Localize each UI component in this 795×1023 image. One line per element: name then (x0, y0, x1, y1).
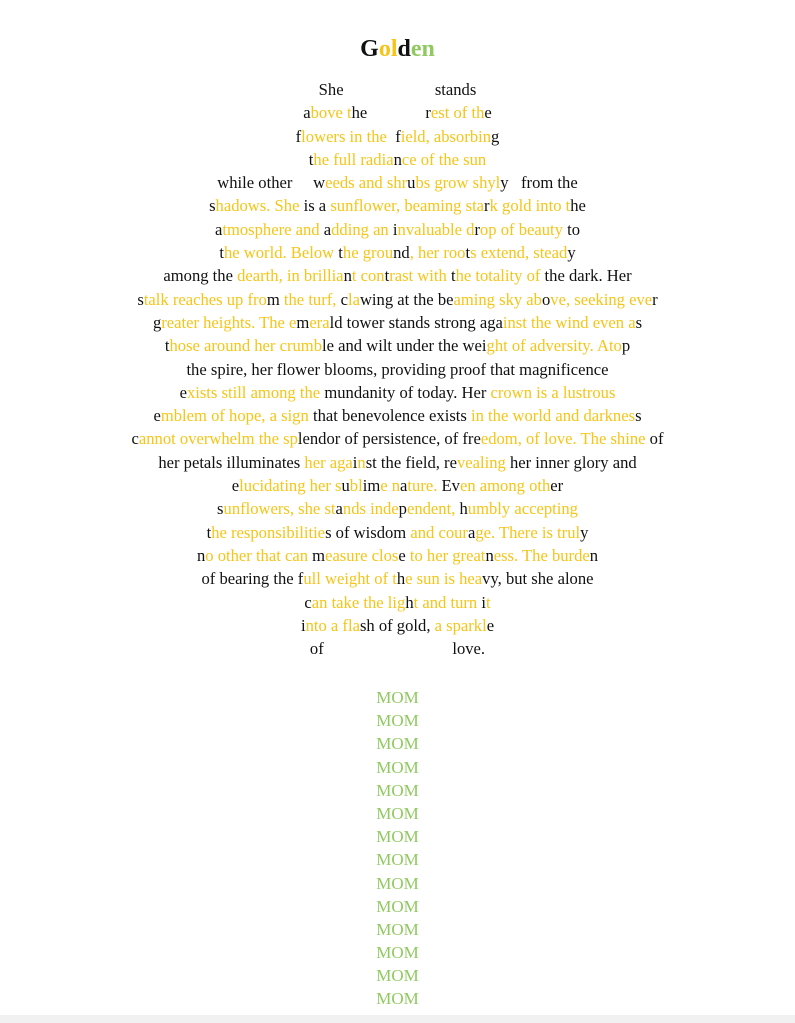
poem-segment: , her roo (409, 243, 466, 263)
poem-segment: i (300, 615, 306, 635)
poem-segment: he full radia (313, 149, 394, 169)
poem-segment: t (206, 522, 212, 542)
poem-segment: aming sky ab (453, 289, 542, 309)
poem-segment: g (152, 312, 162, 332)
poem-segment: bl (349, 476, 363, 496)
poem-segment: unflowers, she st (223, 499, 336, 519)
poem-segment: the dark. Her (544, 266, 632, 286)
poem-segment: s (635, 406, 642, 426)
poem-segment: s (209, 196, 216, 216)
poem-segment: her petals illuminates (158, 452, 305, 472)
poem-segment: im (362, 476, 381, 496)
poem-segment: of love. (309, 639, 486, 659)
poem-segment: n (343, 266, 352, 286)
poem-segment: e (179, 382, 187, 402)
poem-segment: rast with (389, 266, 451, 286)
poem-segment: t (338, 243, 343, 263)
poem-segment: u (341, 476, 350, 496)
stem-word: MOM (376, 780, 419, 800)
poem-segment: ge. There is trul (475, 522, 581, 542)
stem-word: MOM (376, 711, 419, 731)
poem-segment: t con (351, 266, 385, 286)
poem-segment: s extend, stead (470, 243, 568, 263)
poem-segment: tmosphere and (222, 219, 324, 239)
poem-segment: y, but she alone (490, 569, 594, 589)
poem-segment: u (407, 173, 416, 193)
poem-segment: s (217, 499, 224, 519)
poem-segment: r (474, 219, 480, 239)
poem-segment: la (347, 289, 360, 309)
poem-segment: a (467, 522, 476, 542)
poem-segment: the spire, her flower blooms, providing proof that magnificence (186, 359, 609, 379)
poem-segment: Ev (441, 476, 460, 496)
stem-word: MOM (376, 757, 419, 777)
poem-segment: ture. (407, 476, 442, 496)
poem-segment: r (425, 103, 431, 123)
poem-segment: m (266, 289, 280, 309)
poem-line (0, 148, 795, 171)
poem-segment: e (486, 615, 495, 635)
poem-line (0, 497, 795, 520)
poem-segment: of bearing the f (201, 569, 304, 589)
poem-line (0, 544, 795, 567)
poem-line (0, 451, 795, 474)
poem-segment: t (312, 406, 318, 426)
stem-word: MOM (376, 850, 419, 870)
poem-segment: the turf, (279, 289, 341, 309)
poem-line (0, 521, 795, 544)
poem-segment: mundanity of today. Her (324, 382, 491, 402)
poem-segment: endent, (406, 499, 460, 519)
poem-line (0, 637, 795, 660)
stem-word: MOM (376, 896, 419, 916)
poem-segment: lowers in the (301, 126, 396, 146)
poem-segment: edom, of love. The shine (480, 429, 650, 449)
poem-segment: i (392, 219, 398, 239)
poem-line (0, 78, 795, 101)
poem-segment: mblem of hope, a sign (160, 406, 313, 426)
poem-segment: e sun is hea (405, 569, 483, 589)
poem-segment: le (322, 336, 339, 356)
poem-segment: h (396, 569, 406, 589)
poem-segment: t (465, 243, 471, 263)
poem-segment: m (296, 312, 310, 332)
poem-segment: her inner glory and (509, 452, 637, 472)
poem-segment: est of th (430, 103, 485, 123)
poem-segment: c (131, 429, 139, 449)
poem-segment: c (340, 289, 348, 309)
poem-segment: en among oth (459, 476, 551, 496)
poem-segment: vealing (456, 452, 510, 472)
poem-segment: n (196, 545, 206, 565)
poem-segment: p (398, 499, 407, 519)
poem-segment: er (550, 476, 564, 496)
poem-segment: eeds and shr (325, 173, 408, 193)
poem-segment: umbly accepting (467, 499, 578, 519)
poem-segment: r (484, 196, 490, 216)
poem-segment: a (303, 103, 311, 123)
poem-segment: m (312, 545, 326, 565)
stem-word: MOM (376, 734, 419, 754)
poem-line (0, 311, 795, 334)
poem-segment: t (308, 149, 314, 169)
poem-segment: ve, seeking eve (550, 289, 653, 309)
stem-word: MOM (376, 873, 419, 893)
poem-segment: nds inde (342, 499, 399, 519)
poem-segment: t (384, 266, 390, 286)
poem-segment: he (351, 103, 426, 123)
poem-segment: v (482, 569, 491, 589)
poem-line (0, 264, 795, 287)
poem-segment: and wilt under the wei (338, 336, 487, 356)
poem-segment: he grou (342, 243, 394, 263)
poem-segment: n (589, 545, 599, 565)
title-segment: ol (378, 36, 398, 62)
poem-segment: among the (163, 266, 238, 286)
poem-segment: m (393, 522, 407, 542)
poem-segment: y (580, 522, 589, 542)
poem-segment: e (153, 406, 161, 426)
poem-segment: and cour (406, 522, 468, 542)
poem-segment: nvaluable d (397, 219, 475, 239)
poem-line (0, 614, 795, 637)
poem-line (0, 591, 795, 614)
poem-segment: reater heights. The e (161, 312, 297, 332)
flower-stem (0, 686, 795, 1011)
poem-segment: sunflower, beaming sta (330, 196, 485, 216)
poem-segment: p (621, 336, 631, 356)
stem-word: MOM (376, 989, 419, 1009)
poem-line (0, 427, 795, 450)
poem-line (0, 381, 795, 404)
poem-segment: s (635, 312, 643, 332)
poem-segment: t (164, 336, 170, 356)
poem-segment: f (295, 126, 302, 146)
poem-segment: inst the wind even a (502, 312, 636, 332)
poem-line (0, 125, 795, 148)
poem-line (0, 404, 795, 427)
poem-segment: ld tower stands strong aga (329, 312, 503, 332)
poem-segment: st the field, re (365, 452, 457, 472)
poem-line (0, 288, 795, 311)
poem-line (0, 334, 795, 357)
poem-segment: he totality of (455, 266, 545, 286)
poem-segment: while other (217, 173, 314, 193)
poem-segment: dearth, in brillia (237, 266, 344, 286)
poem-segment: he (570, 196, 586, 216)
poem-segment: he world. Below (223, 243, 339, 263)
poem-segment: dding an (331, 219, 393, 239)
poem-segment: g (491, 126, 500, 146)
poem-segment: w (313, 173, 326, 193)
stem-word: MOM (376, 688, 419, 707)
poem-segment: ce of the sun (401, 149, 487, 169)
title-segment: d (397, 36, 411, 62)
poem-segment: ull weight of t (303, 569, 397, 589)
poem-segment: in the world and darknes (471, 406, 636, 426)
poem-segment: talk reaches up fro (143, 289, 267, 309)
poem-segment: n (485, 545, 494, 565)
poem-segment: c (304, 592, 312, 612)
poem-segment: s of wisdo (325, 522, 394, 542)
poem-segment: endor of persistence, of fre (302, 429, 481, 449)
poem-segment: to her great (405, 545, 486, 565)
poem-segment: n (393, 149, 402, 169)
poem-segment: a (400, 476, 408, 496)
poem-segment: e n (380, 476, 401, 496)
poem-segment: e (398, 545, 406, 565)
poem-segment: n (357, 452, 366, 472)
poem-segment: he responsibilitie (211, 522, 326, 542)
poem-line (0, 474, 795, 497)
stem-word: MOM (376, 919, 419, 939)
poem-segment: l (297, 429, 303, 449)
poem-segment: i (481, 592, 486, 612)
poem-line (0, 101, 795, 124)
poem-segment: h (405, 592, 414, 612)
poem-body (0, 78, 795, 660)
poem-segment: o other that can (205, 545, 313, 565)
poem-segment: t (450, 266, 456, 286)
poem-segment: xists still among the (186, 382, 325, 402)
poem-segment: a (323, 219, 332, 239)
poem-segment: ght of adversity. Ato (486, 336, 622, 356)
poem-segment: t (219, 243, 224, 263)
poem-line (0, 194, 795, 217)
poem-line (0, 171, 795, 194)
poem-segment: annot overwhelm the sp (138, 429, 298, 449)
poem-segment: o (541, 289, 551, 309)
poem-segment: ess. The burde (493, 545, 590, 565)
poem-segment: hadows. She (215, 196, 304, 216)
poem-segment: h (459, 499, 468, 519)
poem-segment: a (335, 499, 343, 519)
title-segment: G (360, 36, 379, 62)
poem-segment: t and turn (413, 592, 482, 612)
poem-line (0, 218, 795, 241)
poem-segment: f (395, 126, 401, 146)
poem-segment: op of beauty (480, 219, 568, 239)
poem-segment: She stands (318, 80, 477, 99)
poem-segment: ield, absorbin (400, 126, 492, 146)
poem-segment: r (652, 289, 658, 309)
poem-segment: e (231, 476, 240, 496)
poem-segment: bove t (310, 103, 352, 123)
poem-segment: sh of gold, (359, 615, 435, 635)
poem-segment: nd (393, 243, 410, 263)
poem-segment: y from the (500, 173, 578, 193)
poem-line (0, 358, 795, 381)
poem-segment: hose around her crumb (169, 336, 322, 356)
stem-word: MOM (376, 827, 419, 847)
poem-segment: a sparkl (434, 615, 487, 635)
stem-word: MOM (376, 803, 419, 823)
poem-segment: to (567, 219, 581, 239)
poem-segment: k gold into t (489, 196, 571, 216)
poem-segment: era (309, 312, 330, 332)
poem-segment: t (485, 592, 491, 612)
poem-segment: nto a fla (305, 615, 360, 635)
poem-segment: her aga (304, 452, 353, 472)
poem-segment: bs grow shyl (415, 173, 501, 193)
poem-segment: crown is a lustrous (490, 382, 616, 402)
poem-segment: a (214, 219, 223, 239)
poem-segment: lucidating her s (239, 476, 342, 496)
poem-segment: hat benevolence exists (317, 406, 471, 426)
poem-segment: of (649, 429, 664, 449)
poem-segment: e (484, 103, 492, 123)
poem-segment: easure clos (325, 545, 399, 565)
poem-title (0, 34, 795, 64)
poem-line (0, 567, 795, 590)
poem-segment: wing at the be (359, 289, 454, 309)
poem-line (0, 241, 795, 264)
stem-word: MOM (376, 966, 419, 986)
stem-word: MOM (376, 943, 419, 963)
poem-segment: y (567, 243, 576, 263)
title-segment: en (410, 36, 435, 62)
poem-segment: i (352, 452, 358, 472)
poem-segment: an take the lig (311, 592, 406, 612)
poem-segment: s (137, 289, 144, 309)
poem-segment: is a (303, 196, 331, 216)
